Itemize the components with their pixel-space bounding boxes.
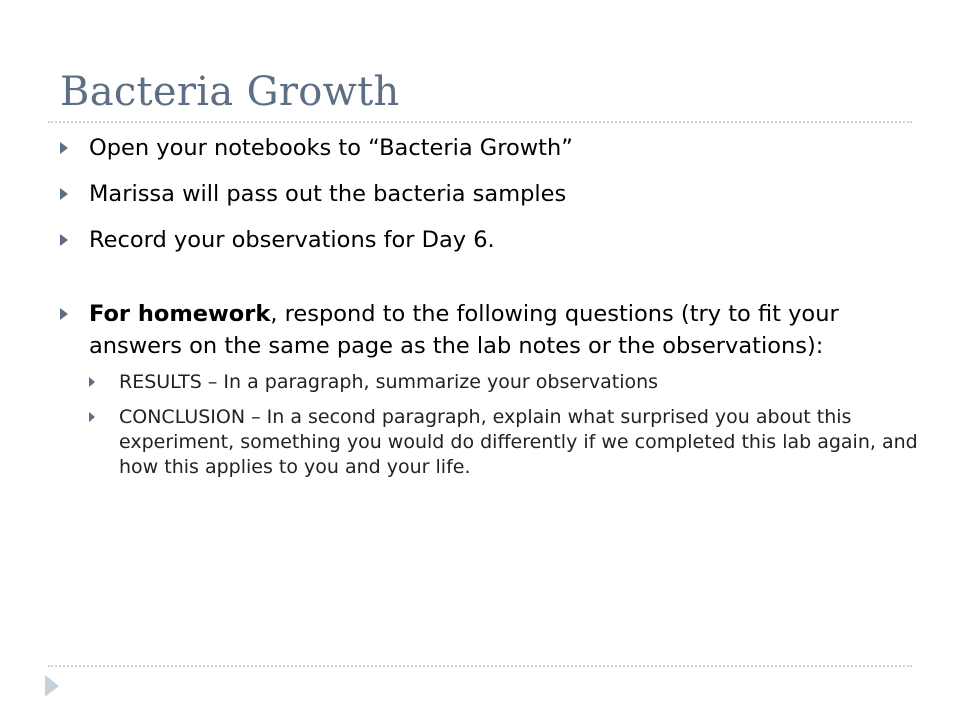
bullet-item	[60, 224, 920, 256]
bullet-item	[60, 132, 920, 164]
bullet-text: Record your observations for Day 6.	[89, 227, 495, 253]
bullet-triangle-icon	[60, 188, 68, 200]
sub-bullet-text: RESULTS – In a paragraph, summarize your observations	[119, 371, 659, 393]
slide-title: Bacteria Growth	[60, 69, 400, 115]
slide-content	[60, 132, 920, 490]
bullet-triangle-icon	[60, 308, 68, 320]
bullet-triangle-icon	[60, 234, 68, 246]
bullet-triangle-icon	[60, 142, 68, 154]
homework-bullet	[60, 298, 920, 362]
homework-lead: For homework	[89, 301, 271, 327]
sub-bullet-results	[89, 370, 920, 395]
sub-bullet-conclusion	[89, 405, 920, 480]
sub-bullet-triangle-icon	[89, 377, 95, 387]
bullet-item	[60, 178, 920, 210]
bullet-text: Open your notebooks to “Bacteria Growth”	[89, 135, 573, 161]
footer-divider	[48, 665, 912, 667]
sub-bullet-triangle-icon	[89, 412, 95, 422]
title-divider	[48, 121, 912, 123]
bullet-text: Marissa will pass out the bacteria samples	[89, 181, 567, 207]
sub-bullet-text: CONCLUSION – In a second paragraph, explain what surprised you about this experiment, something you would do differently if we completed this lab again, and how this applies to you and your life.	[119, 406, 918, 478]
homework-text: , respond to the following questions (try to fit your answers on the same page as the lab notes or the observations):	[89, 301, 839, 359]
corner-triangle-icon	[45, 675, 59, 697]
